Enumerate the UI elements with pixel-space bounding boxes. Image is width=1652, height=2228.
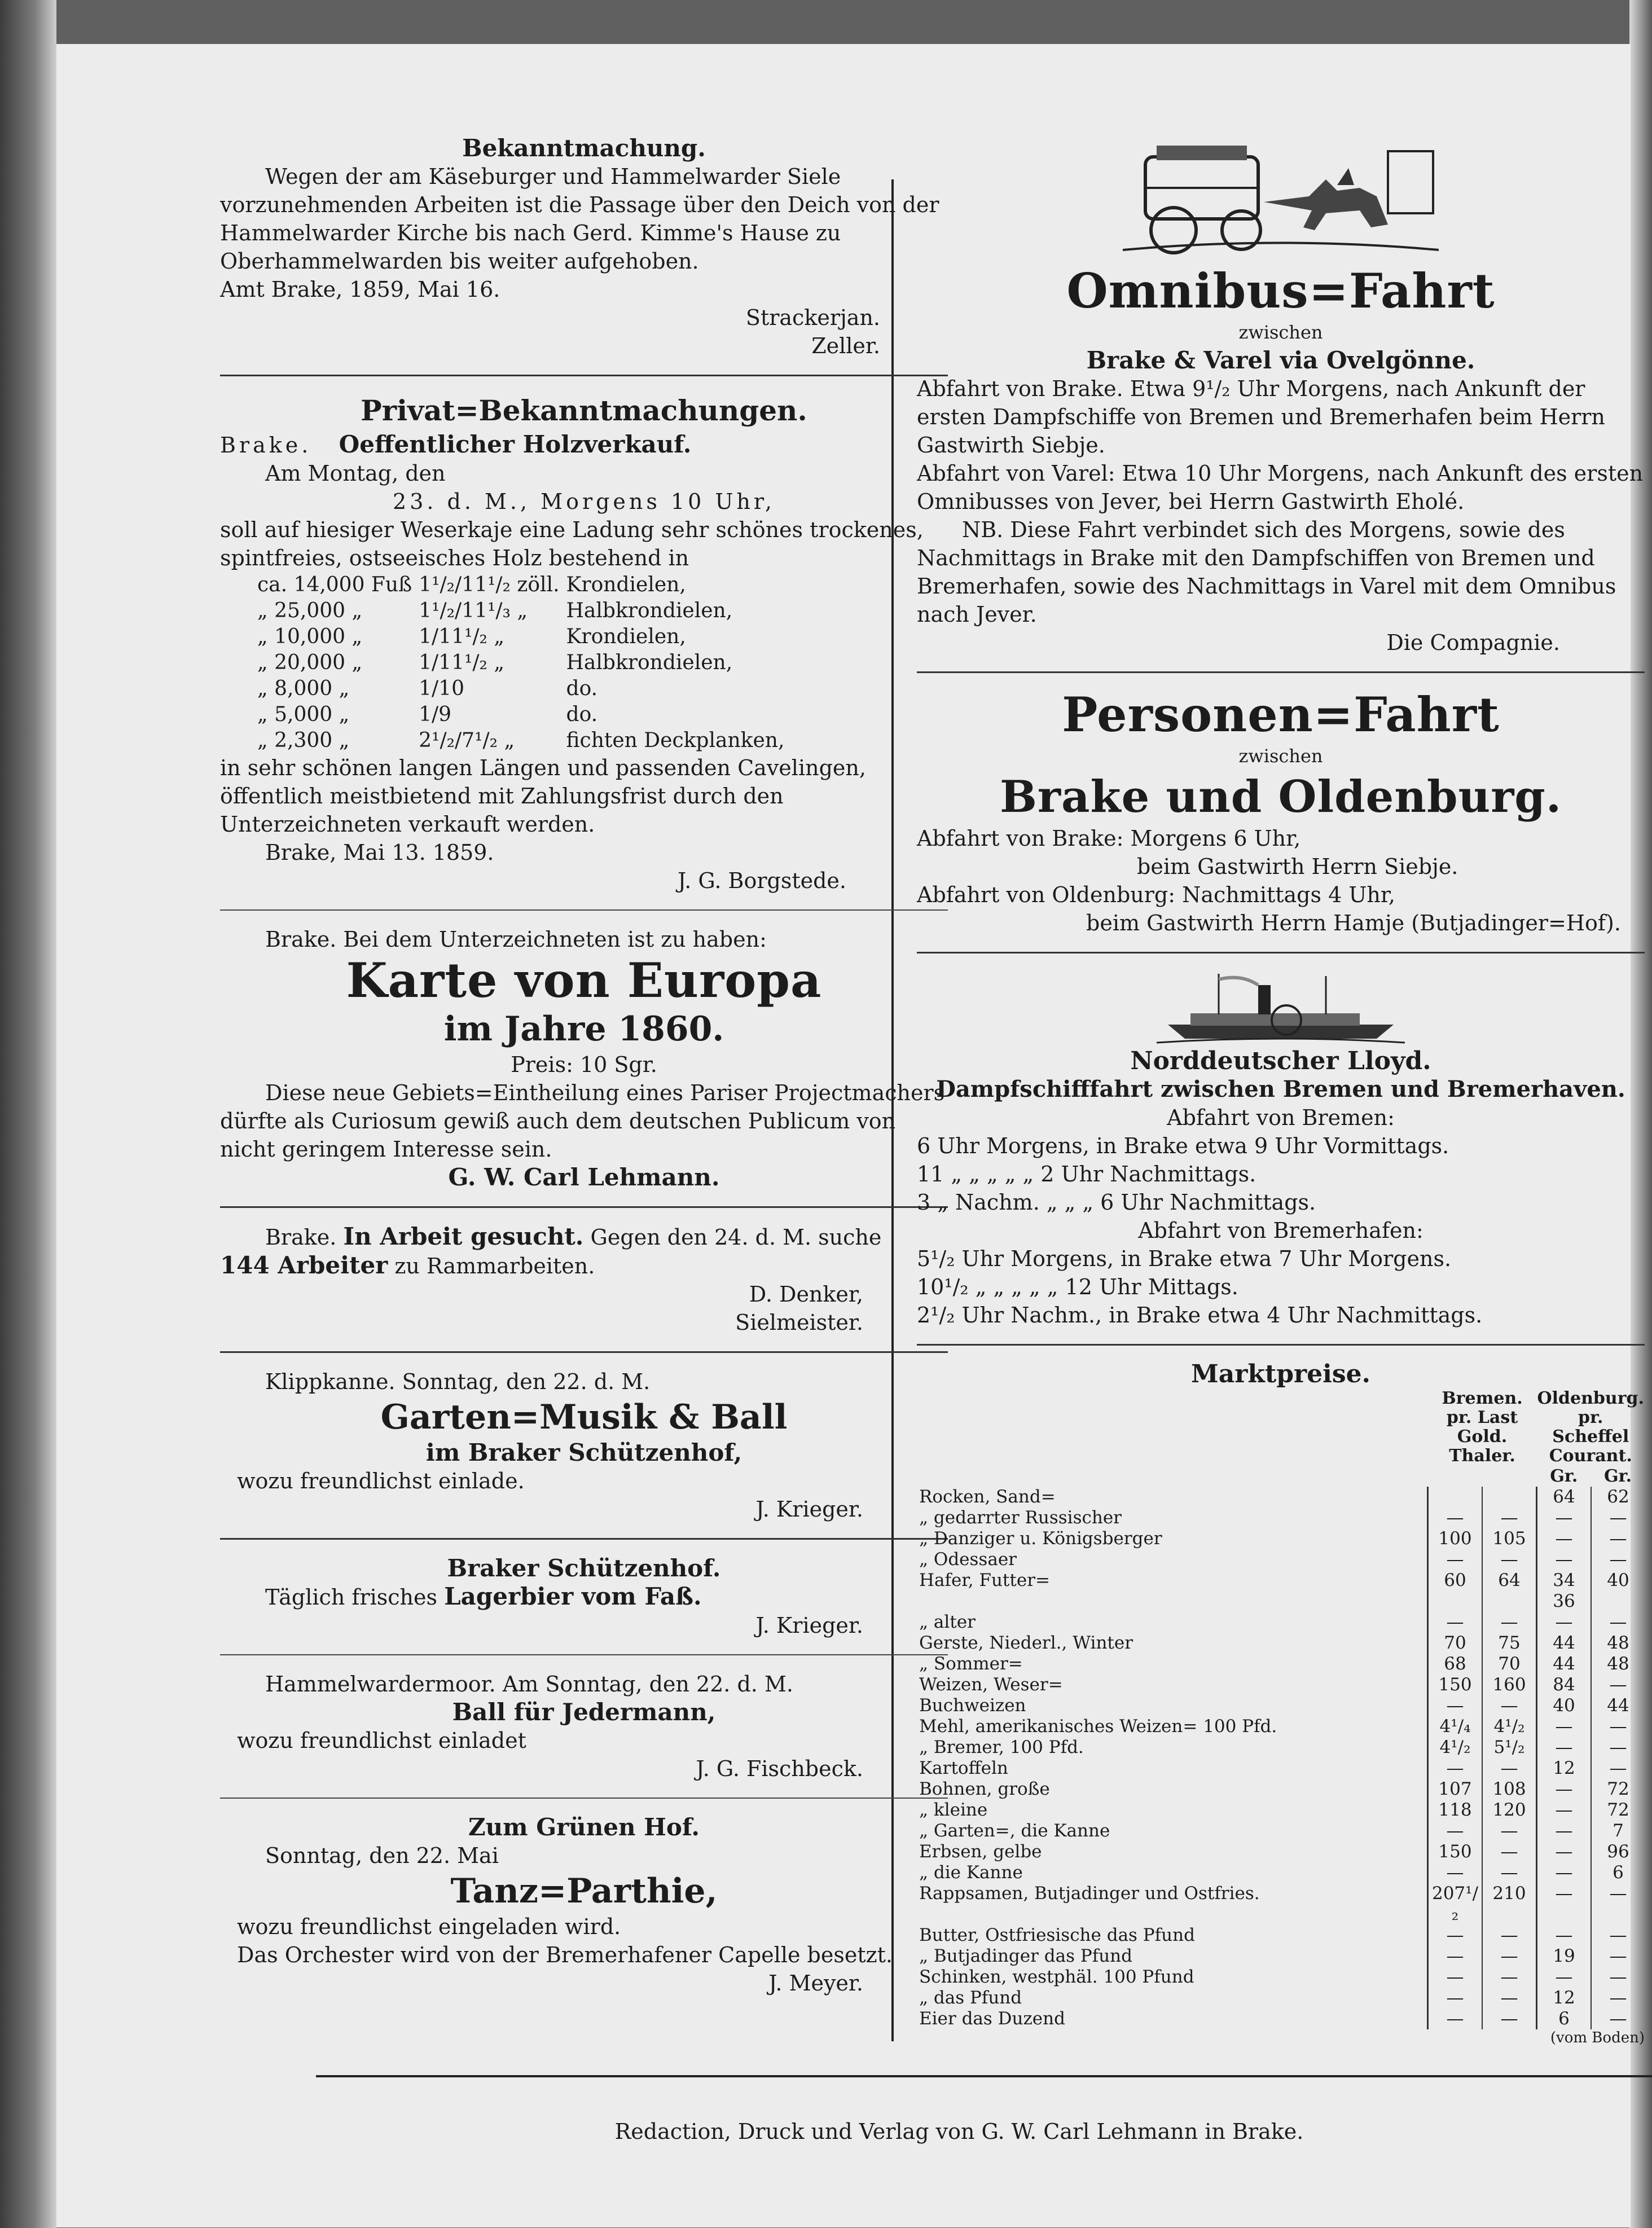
commodity-cell: Rocken, Sand= — [919, 1487, 1056, 1507]
price-cell: 48 — [1591, 1633, 1645, 1654]
ad-title: Ball für Jedermann, — [452, 1698, 716, 1726]
ad-title: Oeffentlicher Holzverkauf. — [339, 430, 692, 458]
ad-zwischen: zwischen — [1238, 322, 1323, 343]
table-row — [917, 2009, 1645, 2029]
price-cell: 105 — [1482, 1528, 1537, 1549]
price-cell: — — [1428, 1946, 1483, 1967]
ad-schuetzenhof — [220, 1554, 948, 1640]
price-cell: — — [1428, 1508, 1483, 1528]
table-row — [917, 1988, 1645, 2009]
price-cell: — — [1591, 1946, 1645, 1967]
commodity-cell: „ Danziger u. Königsberger — [919, 1528, 1162, 1549]
table-row — [917, 1779, 1645, 1800]
schedule-row: 2¹/₂ Uhr Nachm., in Brake etwa 4 Uhr Nachmittags. — [917, 1303, 1483, 1328]
price-cell: 4¹/₄ — [1428, 1716, 1483, 1737]
ad-departure: Abfahrt von Oldenburg: Nachmittags 4 Uhr, — [917, 882, 1395, 907]
price-cell: 5¹/₂ — [1482, 1737, 1537, 1758]
price-cell: — — [1537, 1925, 1592, 1946]
divider — [220, 1654, 948, 1655]
table-row — [254, 624, 788, 650]
commodity-cell: Mehl, amerikanisches Weizen= 100 Pfd. — [919, 1716, 1277, 1737]
table-header — [917, 1466, 1645, 1487]
price-cell: — — [1591, 1549, 1645, 1570]
notice-bekanntmachung — [220, 134, 948, 360]
price-cell: 118 — [1428, 1800, 1483, 1821]
notice-place-date: Amt Brake, 1859, Mai 16. — [220, 277, 500, 302]
ad-departure: beim Gastwirth Herrn Siebje. — [1137, 854, 1458, 879]
ad-sub: Dampfschifffahrt zwischen Bremen und Bremerhaven. — [936, 1076, 1625, 1102]
ad-route: Brake & Varel via Ovelgönne. — [1086, 346, 1475, 374]
commodity-cell: „ Butjadinger das Pfund — [919, 1946, 1132, 1966]
schedule-heading: Abfahrt von Bremerhafen: — [1138, 1218, 1423, 1243]
ad-headline: Omnibus=Fahrt — [1066, 263, 1495, 319]
ad-headline: Tanz=Parthie, — [450, 1871, 718, 1911]
price-cell: 96 — [1591, 1842, 1645, 1862]
price-cell: 44 — [1537, 1633, 1592, 1654]
price-cell: 64 — [1482, 1570, 1537, 1612]
notice-signer: Zeller. — [811, 333, 880, 358]
table-row — [917, 1675, 1645, 1695]
table-row — [917, 1508, 1645, 1528]
price-cell: 12 — [1537, 1758, 1592, 1779]
price-cell: 160 — [1482, 1675, 1537, 1695]
commodity-cell: „ alter — [919, 1612, 976, 1632]
price-cell: — — [1482, 1612, 1537, 1633]
price-cell: — — [1537, 1800, 1592, 1821]
dim-cell: 2¹/₂/7¹/₂ „ — [419, 729, 515, 752]
commodity-cell: Schinken, westphäl. 100 Pfund — [919, 1967, 1194, 1987]
ad-signer: D. Denker, — [749, 1282, 863, 1307]
price-cell: — — [1482, 1549, 1537, 1570]
price-cell: — — [1482, 1695, 1537, 1716]
commodity-cell: Erbsen, gelbe — [919, 1842, 1042, 1862]
ad-gruener-hof — [220, 1813, 948, 1997]
table-row — [917, 1946, 1645, 1967]
holz-table — [254, 572, 788, 754]
ad-holzverkauf — [220, 430, 948, 895]
qty-cell: „ 25,000 „ — [257, 599, 363, 622]
ad-departure: Abfahrt von Brake: Morgens 6 Uhr, — [917, 826, 1301, 851]
table-row — [917, 1654, 1645, 1675]
price-cell: — — [1482, 1508, 1537, 1528]
price-cell: — — [1428, 1612, 1483, 1633]
price-cell: 60 — [1428, 1570, 1483, 1612]
price-cell: — — [1428, 1967, 1483, 1988]
price-cell: — — [1482, 2009, 1537, 2029]
commodity-cell: „ die Kanne — [919, 1862, 1023, 1883]
dim-cell: 1¹/₂/11¹/₃ „ — [419, 599, 528, 622]
newspaper-page — [56, 44, 1645, 2227]
ad-signer: J. Krieger. — [755, 1497, 863, 1522]
table-row — [917, 1737, 1645, 1758]
price-cell: — — [1591, 1925, 1645, 1946]
ad-closing: in sehr schönen langen Längen und passenden Cavelingen, öffentlich meistbietend mit Zahlungsfrist durch den Unterzeichneten verkauft werden. — [220, 755, 866, 837]
right-column — [917, 134, 1645, 2046]
footer-rule — [316, 2075, 1652, 2077]
ad-headline: Garten=Musik & Ball — [380, 1398, 788, 1437]
qty-cell: „ 5,000 „ — [257, 703, 350, 726]
ad-karte — [220, 925, 948, 1192]
divider — [220, 1351, 948, 1353]
notice-title: Bekanntmachung. — [462, 134, 706, 162]
table-row — [917, 1716, 1645, 1737]
ad-intro: Brake. Bei dem Unterzeichneten ist zu haben: — [265, 927, 767, 952]
ad-text: zu Rammarbeiten. — [394, 1254, 595, 1278]
commodity-cell: Hafer, Futter= — [919, 1570, 1050, 1590]
ad-departure: Abfahrt von Varel: Etwa 10 Uhr Morgens, nach Ankunft des ersten Omnibusses von Jever, bei Herrn Gastwirth Eholé. — [917, 461, 1644, 514]
price-cell: — — [1482, 1842, 1537, 1862]
price-cell: — — [1482, 1988, 1537, 2009]
price-cell: 40 — [1537, 1695, 1592, 1716]
price-cell: 75 — [1482, 1633, 1537, 1654]
price-cell: — — [1482, 1862, 1537, 1883]
price-cell: — — [1591, 1758, 1645, 1779]
header-bremen: Bremen. pr. Last Gold. Thaler. — [1442, 1388, 1523, 1466]
ad-body: Diese neue Gebiets=Eintheilung eines Pariser Projectmachers dürfte als Curiosum gewiß auch dem deutschen Publicum von nicht geringem Interesse sein. — [220, 1080, 945, 1162]
header-oldenburg: Oldenburg. pr. Scheffel Courant. — [1537, 1388, 1644, 1466]
price-cell: — — [1428, 1695, 1483, 1716]
price-cell: 6 — [1537, 2009, 1592, 2029]
ad-sub: im Braker Schützenhof, — [425, 1439, 742, 1466]
price-cell: 34 36 — [1537, 1570, 1592, 1612]
price-cell: — — [1537, 1549, 1592, 1570]
market-prices — [917, 1360, 1645, 2046]
schedule-row: 10¹/₂ „ „ „ „ „ 12 Uhr Mittags. — [917, 1275, 1238, 1299]
price-cell: — — [1591, 1988, 1645, 2009]
stagecoach-illustration — [1123, 134, 1439, 264]
qty-cell: ca. 14,000 Fuß — [257, 573, 412, 596]
commodity-cell: „ das Pfund — [919, 1988, 1022, 2008]
ad-text: Brake. — [265, 1225, 337, 1250]
ad-price: Preis: 10 Sgr. — [511, 1052, 657, 1077]
ad-intro: Hammelwardermoor. Am Sonntag, den 22. d. M. — [265, 1672, 793, 1697]
table-row — [917, 1549, 1645, 1570]
price-cell: — — [1537, 1842, 1592, 1862]
ad-signer: J. Krieger. — [755, 1613, 863, 1638]
dim-cell: 1/9 — [419, 703, 452, 726]
kind-cell: Krondielen, — [566, 573, 686, 596]
ad-note: NB. Diese Fahrt verbindet sich des Morgens, sowie des Nachmittags in Brake mit den Dampfschiffen von Bremen und Bremerhafen, sowie des Nachmittags in Varel mit dem Omnibus nach Jever. — [917, 517, 1616, 627]
dim-cell: 1/10 — [419, 677, 464, 700]
kind-cell: Halbkrondielen, — [566, 651, 733, 674]
price-cell: 4¹/₂ — [1482, 1716, 1537, 1737]
table-row — [254, 702, 788, 728]
dim-cell: 1¹/₂/11¹/₂ zöll. — [419, 573, 560, 596]
dim-cell: 1/11¹/₂ „ — [419, 625, 505, 648]
price-cell: — — [1428, 1821, 1483, 1842]
ad-zwischen: zwischen — [1238, 745, 1323, 767]
ad-body: wozu freundlichst einlade. — [237, 1469, 525, 1493]
table-row — [917, 1800, 1645, 1821]
ad-headline: Personen=Fahrt — [1062, 687, 1500, 742]
commodity-cell: Bohnen, große — [919, 1779, 1050, 1799]
ad-emphasis: Lagerbier vom Faß. — [444, 1583, 702, 1610]
price-cell: — — [1537, 1883, 1592, 1925]
commodity-cell: Weizen, Weser= — [919, 1675, 1063, 1695]
price-cell: 72 — [1591, 1800, 1645, 1821]
schedule-row: 5¹/₂ Uhr Morgens, in Brake etwa 7 Uhr Morgens. — [917, 1246, 1452, 1271]
table-row — [917, 1758, 1645, 1779]
table-row — [254, 598, 788, 624]
price-cell: 6 — [1591, 1862, 1645, 1883]
price-cell: 107 — [1428, 1779, 1483, 1800]
price-cell: — — [1591, 1967, 1645, 1988]
steamship-illustration — [1157, 968, 1405, 1047]
header-gr: Gr. — [1603, 1466, 1632, 1486]
schedule-row: 3 „ Nachm. „ „ „ 6 Uhr Nachmittags. — [917, 1190, 1316, 1215]
ad-text: Täglich frisches — [265, 1585, 438, 1610]
schedule-heading: Abfahrt von Bremen: — [1167, 1105, 1395, 1130]
table-row — [917, 1925, 1645, 1946]
table-row — [254, 676, 788, 702]
kind-cell: do. — [566, 677, 598, 700]
price-cell: 44 — [1537, 1654, 1592, 1675]
ad-signer: J. G. Borgstede. — [677, 868, 846, 893]
table-row — [917, 1883, 1645, 1925]
ad-personen — [917, 688, 1645, 937]
price-cell: — — [1482, 1821, 1537, 1842]
price-cell: — — [1482, 1925, 1537, 1946]
price-cell: 84 — [1537, 1675, 1592, 1695]
ad-signer: J. Meyer. — [768, 1971, 863, 1996]
price-cell: 19 — [1537, 1946, 1592, 1967]
price-cell: 210 — [1482, 1883, 1537, 1925]
price-cell: — — [1591, 1737, 1645, 1758]
commodity-cell: „ Bremer, 100 Pfd. — [919, 1737, 1084, 1757]
ad-signer: J. G. Fischbeck. — [696, 1756, 863, 1781]
ad-intro: Klippkanne. Sonntag, den 22. d. M. — [265, 1369, 651, 1394]
ad-body: soll auf hiesiger Weserkaje eine Ladung sehr schönes trockenes, spintfreies, ostseeisches Holz bestehend in — [220, 517, 924, 570]
price-cell: — — [1482, 1946, 1537, 1967]
ad-title: In Arbeit gesucht. — [343, 1223, 584, 1250]
price-cell: 150 — [1428, 1675, 1483, 1695]
commodity-cell: Eier das Duzend — [919, 2009, 1065, 2029]
table-row — [254, 572, 788, 598]
table-row — [917, 1842, 1645, 1862]
table-row — [917, 1967, 1645, 1988]
divider — [917, 671, 1645, 673]
imprint: Redaction, Druck und Verlag von G. W. Carl Lehmann in Brake. — [614, 2119, 1304, 2144]
table-row — [917, 1695, 1645, 1716]
kind-cell: Krondielen, — [566, 625, 686, 648]
ad-title: Zum Grünen Hof. — [468, 1813, 700, 1841]
commodity-cell: Rappsamen, Butjadinger und Ostfries. — [919, 1883, 1260, 1904]
price-cell: — — [1537, 1716, 1592, 1737]
price-cell: — — [1428, 1988, 1483, 2009]
ad-omnibus — [917, 264, 1645, 657]
price-cell: 44 — [1591, 1695, 1645, 1716]
dim-cell: 1/11¹/₂ „ — [419, 651, 505, 674]
divider — [220, 375, 948, 376]
price-cell: — — [1591, 1508, 1645, 1528]
price-cell: 64 — [1537, 1487, 1592, 1508]
price-cell: 70 — [1428, 1633, 1483, 1654]
price-cell — [1482, 1487, 1537, 1508]
price-cell: — — [1428, 2009, 1483, 2029]
price-cell: — — [1591, 1716, 1645, 1737]
ad-title: Braker Schützenhof. — [447, 1554, 721, 1582]
price-cell: — — [1482, 1758, 1537, 1779]
price-cell: — — [1428, 1925, 1483, 1946]
table-row — [917, 1862, 1645, 1883]
table-header — [917, 1388, 1645, 1466]
price-cell: — — [1537, 1508, 1592, 1528]
ad-line: Am Montag, den — [265, 461, 446, 486]
schedule-row: 11 „ „ „ „ „ 2 Uhr Nachmittags. — [917, 1162, 1256, 1186]
price-cell: 7 — [1591, 1821, 1645, 1842]
schedule-row: 6 Uhr Morgens, in Brake etwa 9 Uhr Vormittags. — [917, 1133, 1449, 1158]
commodity-cell: „ Garten=, die Kanne — [919, 1821, 1110, 1841]
table-row — [917, 1633, 1645, 1654]
price-cell: — — [1591, 1675, 1645, 1695]
price-cell: — — [1428, 1758, 1483, 1779]
vom-boden-note: (vom Boden) — [1550, 2029, 1645, 2046]
divider — [917, 952, 1645, 953]
price-cell: — — [1428, 1549, 1483, 1570]
ad-emphasis: 144 Arbeiter — [220, 1251, 388, 1279]
ad-signer: Die Compagnie. — [1386, 630, 1560, 655]
ad-garten — [220, 1368, 948, 1523]
table-row — [917, 1612, 1645, 1633]
market-table — [917, 1388, 1645, 2029]
ad-route: Brake und Oldenburg. — [1000, 771, 1562, 823]
ad-lloyd — [917, 1047, 1645, 1329]
price-cell: — — [1537, 1612, 1592, 1633]
table-row — [254, 650, 788, 676]
table-row — [917, 1821, 1645, 1842]
price-cell: 72 — [1591, 1779, 1645, 1800]
qty-cell: „ 2,300 „ — [257, 729, 350, 752]
ad-signer: G. W. Carl Lehmann. — [448, 1163, 720, 1191]
commodity-cell: „ Sommer= — [919, 1654, 1023, 1674]
ad-title: Norddeutscher Lloyd. — [1130, 1047, 1431, 1075]
ad-hammelwarder — [220, 1670, 948, 1783]
left-column — [220, 134, 948, 1997]
price-cell: 108 — [1482, 1779, 1537, 1800]
price-cell: — — [1591, 1612, 1645, 1633]
price-cell: 207¹/₂ — [1428, 1883, 1483, 1925]
price-cell: 40 — [1591, 1570, 1645, 1612]
price-cell: — — [1537, 1779, 1592, 1800]
ad-body: wozu freundlichst eingeladen wird. — [237, 1914, 621, 1939]
price-cell: — — [1537, 1862, 1592, 1883]
ad-signer: Sielmeister. — [735, 1310, 863, 1335]
kind-cell: fichten Deckplanken, — [566, 729, 785, 752]
ad-date-line: 23. d. M., Morgens 10 Uhr, — [393, 489, 775, 514]
price-cell: — — [1537, 1737, 1592, 1758]
divider — [220, 1206, 948, 1208]
divider — [917, 1344, 1645, 1346]
ad-body: Das Orchester wird von der Bremerhafener Capelle besetzt. — [237, 1943, 893, 1967]
kind-cell: do. — [566, 703, 598, 726]
price-cell: — — [1482, 1967, 1537, 1988]
ad-date: Sonntag, den 22. Mai — [265, 1843, 499, 1868]
header-gr: Gr. — [1550, 1466, 1578, 1486]
kind-cell: Halbkrondielen, — [566, 599, 733, 622]
notice-body: Wegen der am Käseburger und Hammelwarder Siele vorzunehmenden Arbeiten ist die Passage über den Deich von der Hammelwarder Kirche bis nach Gerd. Kimme's Hause zu Oberhammelwarden bis weiter aufgehoben. — [220, 164, 939, 274]
table-row — [917, 1528, 1645, 1549]
price-cell: — — [1428, 1862, 1483, 1883]
ad-place: Brake. — [220, 433, 312, 458]
ad-body: wozu freundlichst einladet — [237, 1728, 526, 1753]
section-heading: Privat=Bekanntmachungen. — [361, 394, 807, 427]
book-spine — [0, 0, 56, 2228]
qty-cell: „ 20,000 „ — [257, 651, 363, 674]
commodity-cell: Gerste, Niederl., Winter — [919, 1633, 1133, 1653]
commodity-cell: „ gedarrter Russischer — [919, 1508, 1122, 1528]
price-cell: 70 — [1482, 1654, 1537, 1675]
price-cell: 62 — [1591, 1487, 1645, 1508]
price-cell: 120 — [1482, 1800, 1537, 1821]
price-cell: — — [1591, 1883, 1645, 1925]
ad-headline: Karte von Europa — [346, 952, 822, 1008]
price-cell: 4¹/₂ — [1428, 1737, 1483, 1758]
price-cell: 100 — [1428, 1528, 1483, 1549]
price-cell: 68 — [1428, 1654, 1483, 1675]
table-row — [254, 728, 788, 754]
qty-cell: „ 8,000 „ — [257, 677, 350, 700]
price-cell: — — [1591, 1528, 1645, 1549]
commodity-cell: Butter, Ostfriesische das Pfund — [919, 1925, 1195, 1945]
price-cell: 150 — [1428, 1842, 1483, 1862]
ad-arbeit — [220, 1223, 948, 1337]
market-title: Marktpreise. — [1191, 1360, 1370, 1388]
price-cell: — — [1537, 1821, 1592, 1842]
price-cell: — — [1537, 1528, 1592, 1549]
price-cell: 48 — [1591, 1654, 1645, 1675]
commodity-cell: „ Odessaer — [919, 1549, 1017, 1570]
divider — [220, 909, 948, 911]
notice-signer: Strackerjan. — [745, 305, 880, 330]
table-row — [917, 1487, 1645, 1508]
ad-text: Gegen den 24. d. M. suche — [590, 1225, 882, 1250]
divider — [220, 1798, 948, 1799]
price-cell — [1428, 1487, 1483, 1508]
ad-departure: beim Gastwirth Herrn Hamje (Butjadinger=Hof). — [1086, 911, 1621, 935]
ad-subheadline: im Jahre 1860. — [443, 1009, 724, 1049]
ad-place-date: Brake, Mai 13. 1859. — [265, 840, 494, 865]
table-row — [917, 1570, 1645, 1612]
market-rows — [917, 1487, 1645, 2029]
divider — [220, 1538, 948, 1540]
commodity-cell: Buchweizen — [919, 1695, 1026, 1716]
qty-cell: „ 10,000 „ — [257, 625, 363, 648]
price-cell: — — [1537, 1967, 1592, 1988]
price-cell: 12 — [1537, 1988, 1592, 2009]
commodity-cell: „ kleine — [919, 1800, 988, 1820]
ad-departure: Abfahrt von Brake. Etwa 9¹/₂ Uhr Morgens, nach Ankunft der ersten Dampfschiffe von Bremen und Bremerhafen beim Herrn Gastwirth Siebje. — [917, 376, 1605, 458]
commodity-cell: Kartoffeln — [919, 1758, 1008, 1778]
price-cell: — — [1591, 2009, 1645, 2029]
